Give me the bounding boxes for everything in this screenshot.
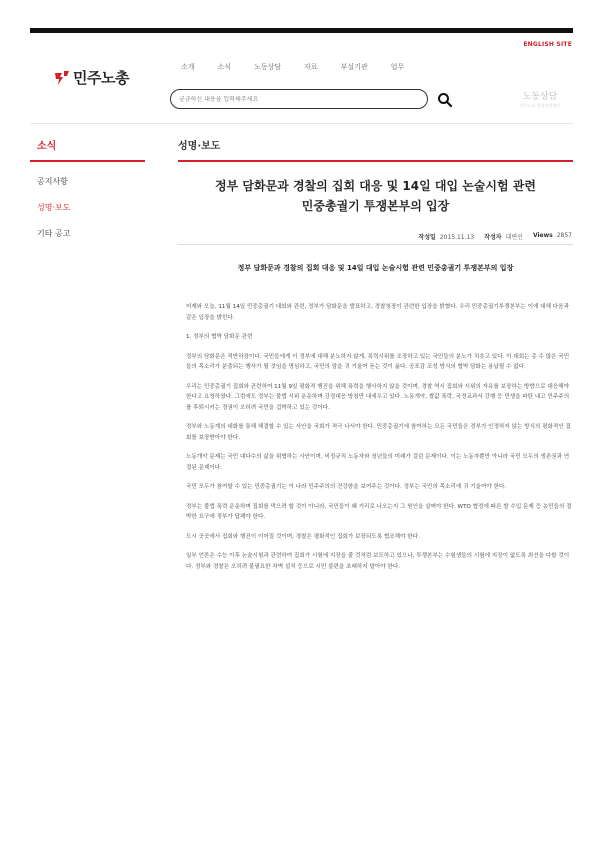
nav-item-news[interactable]: 소식 xyxy=(217,63,232,71)
article-body xyxy=(186,302,572,581)
search-input[interactable] xyxy=(179,96,409,103)
article-paragraph: 노동개악 문제는 국민 대다수의 삶을 위협하는 사안이며, 비정규직 노동자와 청년들의 미래가 걸린 문제이다. 이는 노동자뿐만 아니라 국민 모두의 생존권과 연결된 문제이다. xyxy=(186,454,570,471)
sidebar-menu xyxy=(37,176,70,254)
article-paragraph: 1. 정부의 협박 담화문 관련 xyxy=(186,334,253,340)
sidebar-title-underline xyxy=(30,160,145,162)
header-divider xyxy=(30,123,573,124)
meta-author: 작성자 대변인 xyxy=(484,234,523,241)
logo-text: 민주노총 xyxy=(73,69,129,87)
article-paragraph: 도시 곳곳에서 집회와 행진이 이어질 것이며, 경찰은 평화적인 집회가 보장되도록 협조해야 한다. xyxy=(186,533,420,540)
article-paragraph: 정부의 담화문은 적반하장이다. 국민들에게 이 정부에 대해 분노하지 않게, 폭력시위를 조장하고 있는 국민들의 분노가 치솟고 있다. 이 대회는 총 수 많은 국민들의 목소리가 분출되는 행사가 될 것임을 명심하고, 국민의 말을 귀 기울여 듣는 것이 옳다. 공포감 조성 방식의 협박 담화는 용납될 수 없다. xyxy=(186,353,570,370)
nav-item-work[interactable]: 업무 xyxy=(390,63,405,71)
labor-consult-sub: 민주노총 법률지원센터 xyxy=(520,103,560,108)
article-subtitle: 정부 담화문과 경찰의 집회 대응 및 14일 대입 논술시험 관련 민중총궐기 투쟁본부의 입장 xyxy=(237,264,514,272)
article-paragraph: 정부는 불법 폭력 운운하며 집회를 막으려 할 것이 아니라, 국민들이 왜 거리로 나오는지 그 원인을 살펴야 한다. WTO 협정에 따른 쌀 수입 문제 등 농민들의 절박한 요구에 정부가 답해야 한다. xyxy=(186,503,572,520)
sidebar-item-other-notices[interactable]: 기타 공고 xyxy=(37,229,71,238)
search-icon[interactable] xyxy=(437,92,453,108)
sidebar-item-statements[interactable]: 성명·보도 xyxy=(37,203,71,212)
sidebar-title: 소식 xyxy=(37,141,57,152)
article-title xyxy=(178,176,573,216)
labor-consult-label: 노동상담 xyxy=(522,92,558,102)
meta-views: Views 2857 xyxy=(532,232,572,239)
nav-item-consult[interactable]: 노동상담 xyxy=(254,63,282,71)
search-box xyxy=(170,89,428,109)
article-paragraph: 우리는 민중총궐기 집회와 관련하여 11월 9일 평화적 행진을 위해 폭력을 행사하지 않을 것이며, 경찰 역시 집회와 시위의 자유를 보장하는 방향으로 대응해야 한다고 요청하였다. 그럼에도 정부는 불법 시위 운운하며 강경대응 방침만 내세우고 있다. 노동개악, 쌀값 폭락, 국정교과서 강행 등 민생을 파탄 내고 민주주의를 후퇴시키는 정권이 오히려 국민을 겁박하고 있는 것이다. xyxy=(186,383,570,411)
meta-date: 작성일 2015.11.13 xyxy=(418,234,475,241)
article-paragraph: 국민 모두가 참여할 수 있는 민중총궐기는 이 나라 민주주의의 건강함을 보여주는 것이다. 정부는 국민의 목소리에 귀 기울여야 한다. xyxy=(186,484,507,490)
main-nav xyxy=(181,62,427,72)
nav-item-affiliates[interactable]: 부설기관 xyxy=(340,63,368,71)
article-paragraph: 정부와 노동계의 대화를 통해 해결할 수 있는 사안을 국회가 적극 나서야 한다. 민중총궐기에 참여하는 모든 국민들은 정부가 인정하지 않는 방식의 평화적인 집회를 보장받아야 한다. xyxy=(186,424,571,441)
logo-mark-icon xyxy=(53,69,70,86)
article-title-line1: 정부 담화문과 경찰의 집회 대응 및 14일 대입 논술시험 관련 xyxy=(215,179,536,193)
article-paragraph: 어제와 오늘, 11월 14일 민중총궐기 대회와 관련, 정부가 담화문을 발표하고, 경찰청장이 관련한 입장을 밝혔다. 우리 민중총궐기투쟁본부는 이에 대해 다음과 같은 입장을 밝힌다. xyxy=(186,304,569,321)
logo[interactable] xyxy=(53,67,129,88)
nav-item-resources[interactable]: 자료 xyxy=(304,63,318,71)
page-title-underline xyxy=(178,160,573,162)
nav-item-about[interactable]: 소개 xyxy=(181,63,195,71)
article-paragraph: 일부 언론은 수능 이후 논술시험과 관련하여 집회가 시험에 지장을 줄 것처럼 보도하고 있으나, 투쟁본부는 수험생들의 시험에 지장이 없도록 최선을 다할 것이다. 정부와 경찰은 오히려 불필요한 차벽 설치 등으로 시민 불편을 초래하지 말아야 한다. xyxy=(186,553,570,570)
labor-consult-link[interactable] xyxy=(520,89,560,109)
meta-divider xyxy=(178,244,573,245)
article-meta xyxy=(418,232,572,241)
page-title: 성명·보도 xyxy=(178,141,221,152)
top-bar xyxy=(30,28,573,33)
sidebar-item-notice[interactable]: 공지사항 xyxy=(37,177,68,186)
article-title-line2: 민중총궐기 투쟁본부의 입장 xyxy=(301,199,450,213)
english-site-link[interactable]: ENGLISH SITE xyxy=(523,41,572,48)
